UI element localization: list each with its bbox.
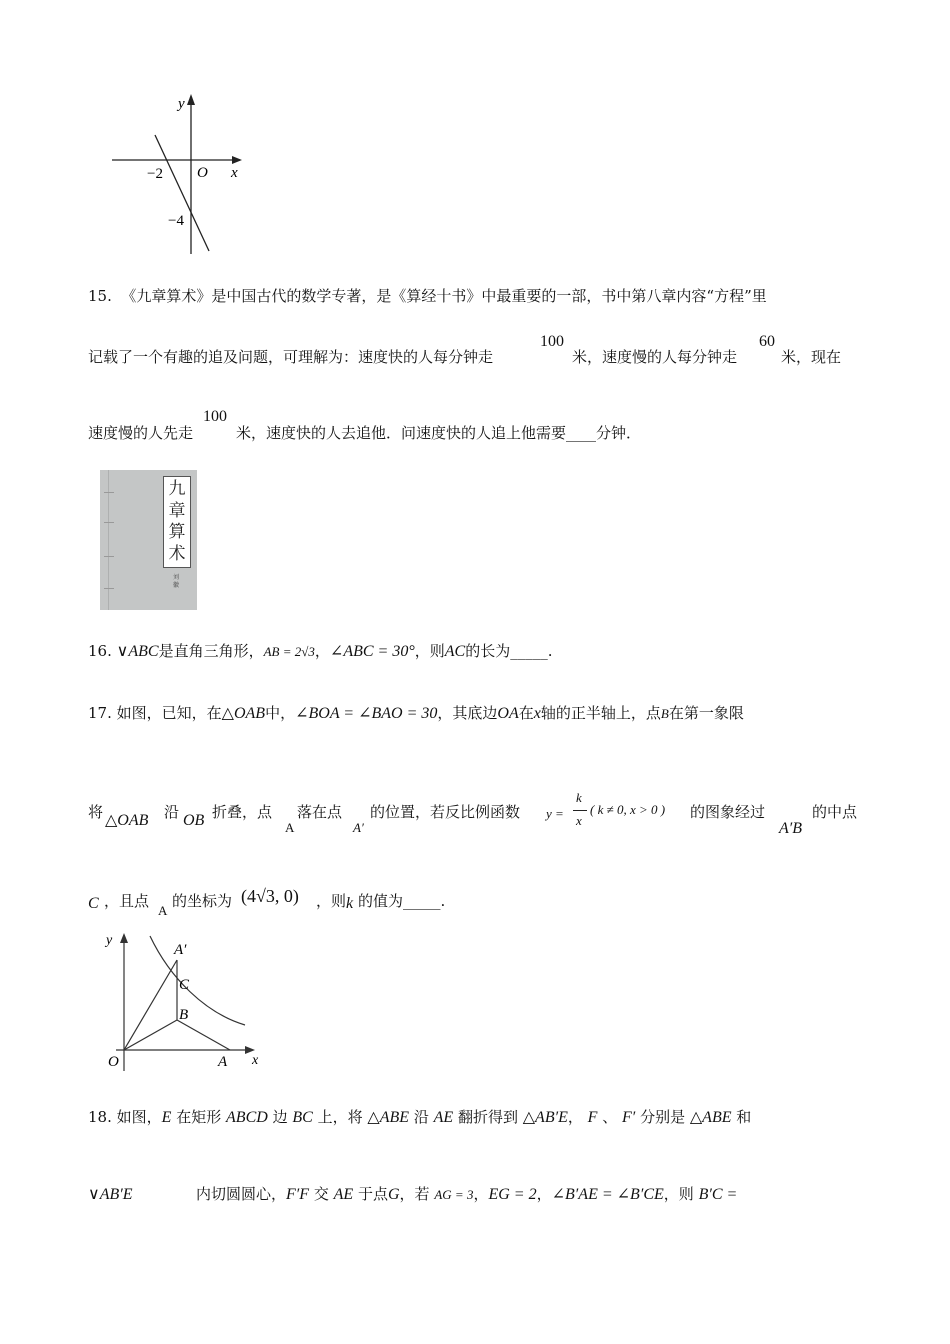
q17-text-midpoint: 的中点 — [812, 803, 858, 821]
q18-text: 边 — [272, 1108, 288, 1126]
q17-text: 在第一象限 — [668, 704, 744, 722]
q17-point-a-prime: A′ — [353, 820, 364, 835]
q17-text: 轴的正半轴上，点 — [540, 704, 661, 722]
q18-ag: AG = 3 — [434, 1187, 474, 1202]
q18-abcd: ABCD — [226, 1109, 268, 1126]
q17-text: 中， — [265, 704, 296, 722]
q17-text-coord: 的坐标为 — [172, 892, 233, 910]
q18-text: 沿 — [413, 1108, 429, 1126]
segment-o-a-prime — [124, 960, 177, 1050]
q17-text-ze: ，则 — [316, 892, 347, 910]
q18-eg: EG = 2 — [488, 1186, 537, 1203]
q15-line-1 — [88, 286, 767, 306]
q18-text: ，则 — [663, 1185, 694, 1203]
q18-f-prime-f: F′F — [286, 1186, 310, 1203]
x-label: x — [231, 165, 238, 181]
book-title-char: 术 — [168, 543, 186, 564]
q16-line — [88, 641, 552, 662]
book-title-char: 章 — [168, 500, 186, 521]
book-title-char: 九 — [168, 479, 186, 500]
q17-text-yan: 沿 — [164, 803, 180, 821]
q16-text-3: 的长为_____. — [465, 642, 553, 660]
q18-f: F — [587, 1109, 598, 1126]
q18-g: G — [387, 1186, 400, 1203]
linear-graph — [100, 88, 260, 263]
q17-point-a: A — [285, 820, 295, 835]
book-stamp: 刘 徽 — [173, 574, 180, 589]
q17-k: k — [346, 895, 354, 912]
q15-text-2a: 记载了一个有趣的追及问题，可理解为：速度快的人每分钟走 — [88, 348, 494, 366]
book-title-label — [163, 476, 191, 568]
q15-text-1: 《九章算术》是中国古代的数学专著，是《算经十书》中最重要的一部，书中第八章内容“方程”里 — [121, 287, 767, 305]
q16-text-2: ，则 — [414, 642, 445, 660]
q16-triangle: ∨ABC — [116, 643, 159, 660]
function-line — [155, 135, 209, 251]
q17-c: C — [88, 895, 99, 912]
q15-text-3b: 米，速度快的人去追他．问速度快的人追上他需要____分钟． — [236, 424, 642, 442]
q16-angle: ∠ABC = 30° — [329, 643, 415, 660]
q15-number: 15. — [88, 287, 112, 305]
point-a-label: A — [218, 1054, 228, 1070]
q17-line-1 — [88, 703, 744, 724]
q17-number: 17. — [88, 704, 112, 722]
q17-fraction-bar — [573, 810, 587, 811]
segment-o-b — [124, 1020, 177, 1050]
q18-number: 18. — [88, 1108, 112, 1126]
book-title-char: 算 — [168, 522, 186, 543]
q18-angles: ∠B′AE = ∠B′CE — [551, 1186, 664, 1203]
x-label: x — [252, 1053, 259, 1068]
segment-b-a — [177, 1020, 230, 1050]
q18-text: ，若 — [399, 1185, 430, 1203]
q17-text-jingguo: 的图象经过 — [690, 803, 766, 821]
q18-ae-2: AE — [333, 1186, 354, 1203]
q17-triangle-2: △OAB — [105, 812, 149, 829]
point-o-label: O — [108, 1054, 119, 1070]
q16-sep: ， — [314, 642, 330, 660]
q18-text: ， — [567, 1108, 583, 1126]
q16-ab: AB = 2√3 — [263, 644, 315, 659]
q17-text-fold: 折叠，点 — [212, 803, 273, 821]
q17-angle: ∠BOA = ∠BAO = 30 — [295, 705, 438, 722]
q18-text: 交 — [313, 1185, 329, 1203]
q18-sep: ， — [536, 1185, 552, 1203]
q17-text: ，其底边 — [437, 704, 498, 722]
q17-coordinate: (4√3, 0) — [241, 886, 299, 906]
x-axis-arrow-icon — [232, 156, 242, 164]
q17-text: 在 — [518, 704, 534, 722]
q17-ob: OB — [183, 812, 205, 829]
q17-triangle: △OAB — [221, 705, 266, 722]
y-axis-arrow-icon — [120, 933, 128, 943]
q17-func-x: x — [576, 813, 582, 828]
q18-text: 内切圆圆心， — [196, 1185, 287, 1203]
q18-text: 如图， — [116, 1108, 162, 1126]
q17-text-func: 的位置，若反比例函数 — [370, 803, 521, 821]
q18-f-prime: F′ — [622, 1109, 636, 1126]
point-a-prime-label: A′ — [174, 942, 187, 958]
origin-label: O — [197, 165, 208, 181]
book-cover-image — [100, 470, 197, 610]
q18-tri-ab-prime-e: △AB′E — [522, 1109, 568, 1126]
x-intercept-label: −2 — [147, 166, 163, 182]
point-b-label: B — [179, 1007, 189, 1023]
q18-line-2 — [196, 1184, 737, 1205]
q17-text-value: 的值为_____. — [358, 892, 446, 910]
y-intercept-label: −4 — [168, 213, 184, 229]
fold-graph — [100, 928, 265, 1080]
q17-b: B — [660, 706, 669, 721]
q15-text-2c: 米，现在 — [781, 348, 842, 366]
q18-tri-abe-2: △ABE — [689, 1109, 732, 1126]
q16-ac: AC — [444, 643, 466, 660]
y-label: y — [106, 933, 113, 948]
q16-text-1: 是直角三角形， — [158, 642, 264, 660]
y-label: y — [178, 96, 185, 112]
q18-sep: ， — [473, 1185, 489, 1203]
q18-b-prime-c: B′C = — [698, 1186, 738, 1203]
q17-text-qie: ，且点 — [104, 892, 150, 910]
q18-text: 、 — [602, 1108, 618, 1126]
q15-text-3a: 速度慢的人先走 — [88, 424, 194, 442]
q17-point-a-3: A — [158, 903, 168, 918]
q17-x: x — [533, 705, 541, 722]
q15-line-2 — [88, 347, 493, 367]
q17-text-luo: 落在点 — [297, 803, 343, 821]
q18-text: 于点 — [357, 1185, 388, 1203]
q15-value-100-a: 100 — [540, 333, 564, 350]
point-c-label: C — [179, 977, 190, 993]
q17-func-k: k — [576, 790, 582, 805]
y-axis-arrow-icon — [187, 94, 195, 105]
q18-tri-4: ∨AB′E — [88, 1186, 133, 1203]
q17-text-jiang: 将 — [88, 803, 104, 821]
q18-text: 分别是 — [640, 1108, 686, 1126]
q17-oa: OA — [497, 705, 519, 722]
q18-tri-abe: △ABE — [367, 1109, 410, 1126]
q15-value-100-b: 100 — [203, 408, 227, 425]
q18-ae: AE — [433, 1109, 454, 1126]
q18-line-1 — [88, 1107, 751, 1128]
q18-bc: BC — [292, 1109, 313, 1126]
q17-func-cond: ( k ≠ 0, x > 0 ) — [590, 802, 666, 817]
q18-text: 和 — [736, 1108, 752, 1126]
q17-text: 如图，已知，在 — [116, 704, 222, 722]
q18-text: 翻折得到 — [457, 1108, 518, 1126]
q17-a-prime-b: A′B — [779, 820, 803, 837]
q15-value-60: 60 — [759, 333, 775, 350]
q18-text: 上，将 — [317, 1108, 363, 1126]
q18-e: E — [161, 1109, 172, 1126]
q18-text: 在矩形 — [176, 1108, 222, 1126]
q17-func-y: y = — [546, 806, 564, 821]
q15-text-2b: 米，速度慢的人每分钟走 — [572, 348, 738, 366]
q16-number: 16. — [88, 642, 112, 660]
